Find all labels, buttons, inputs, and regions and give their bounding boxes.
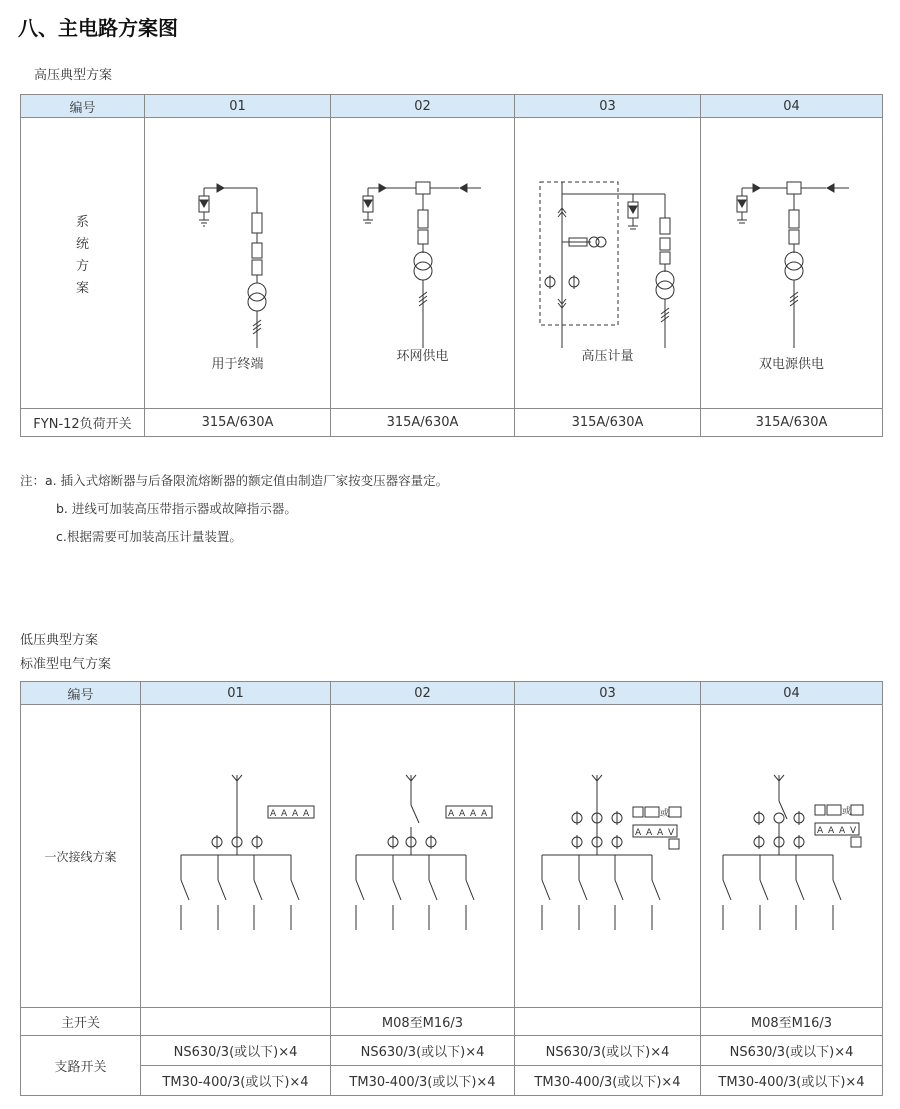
hv-switch-label: FYN-12负荷开关 bbox=[21, 409, 145, 437]
meter-a: A bbox=[281, 809, 288, 819]
lv-branch2-03: TM30-400/3(或以下)×4 bbox=[515, 1066, 701, 1096]
meter-a: A bbox=[448, 809, 455, 819]
meter-or: 或 bbox=[660, 809, 670, 819]
lv-branch1-02: NS630/3(或以下)×4 bbox=[331, 1036, 515, 1066]
lv-branch1-03: NS630/3(或以下)×4 bbox=[515, 1036, 701, 1066]
meter-a: A bbox=[839, 826, 846, 836]
hv-caption-02: 环网供电 bbox=[396, 349, 449, 364]
meter-a: A bbox=[303, 809, 310, 819]
lv-branch-switch-label: 支路开关 bbox=[21, 1036, 141, 1096]
meter-a: A bbox=[292, 809, 299, 819]
lv-diagram-01-svg bbox=[141, 705, 331, 1007]
lv-diagram-02 bbox=[331, 705, 515, 1008]
note-b: b. 进线可加装高压带指示器或故障指示器。 bbox=[56, 501, 297, 516]
hv-rating-02: 315A/630A bbox=[331, 409, 515, 437]
hv-num-02: 02 bbox=[331, 95, 515, 118]
meter-or: 或 bbox=[842, 807, 852, 817]
lv-main-switch-label: 主开关 bbox=[21, 1008, 141, 1036]
hv-diagram-04 bbox=[701, 118, 883, 409]
lv-diagram-04-svg bbox=[701, 705, 883, 1007]
lv-main-03 bbox=[515, 1008, 701, 1036]
meter-a: A bbox=[657, 828, 664, 838]
lv-diagram-04 bbox=[701, 705, 883, 1008]
meter-a: A bbox=[459, 809, 466, 819]
lv-num-01: 01 bbox=[141, 682, 331, 705]
lv-branch2-04: TM30-400/3(或以下)×4 bbox=[701, 1066, 883, 1096]
hv-rating-03: 315A/630A bbox=[515, 409, 701, 437]
hv-section-title: 高压典型方案 bbox=[34, 68, 113, 83]
meter-a: A bbox=[828, 826, 835, 836]
hv-num-03: 03 bbox=[515, 95, 701, 118]
lv-branch1-04: NS630/3(或以下)×4 bbox=[701, 1036, 883, 1066]
lv-branch2-01: TM30-400/3(或以下)×4 bbox=[141, 1066, 331, 1096]
hv-header-label: 编号 bbox=[21, 95, 145, 118]
hv-num-01: 01 bbox=[145, 95, 331, 118]
meter-v: V bbox=[850, 826, 857, 836]
meter-a: A bbox=[481, 809, 488, 819]
hv-table bbox=[20, 94, 883, 437]
hv-diagram-01 bbox=[145, 118, 331, 409]
meter-a: A bbox=[270, 809, 277, 819]
note-a: 注：a. 插入式熔断器与后备限流熔断器的额定值由制造厂家按变压器容量定。 bbox=[20, 473, 449, 488]
lv-subsection-title: 标准型电气方案 bbox=[20, 657, 112, 672]
hv-diagram-03 bbox=[515, 118, 701, 409]
lv-table bbox=[20, 681, 883, 1096]
hv-row-label-char: 方 bbox=[75, 259, 89, 274]
meter-a: A bbox=[470, 809, 477, 819]
page-title: 八、主电路方案图 bbox=[18, 16, 178, 40]
hv-diagram-02 bbox=[331, 118, 515, 409]
hv-caption-03: 高压计量 bbox=[581, 349, 634, 364]
lv-header-label: 编号 bbox=[21, 682, 141, 705]
lv-num-03: 03 bbox=[515, 682, 701, 705]
hv-row-label-char: 系 bbox=[75, 215, 89, 230]
lv-diagram-02-svg bbox=[331, 705, 515, 1007]
hv-diagram-03-svg bbox=[515, 118, 701, 408]
lv-section-title: 低压典型方案 bbox=[20, 633, 99, 648]
lv-diagram-03 bbox=[515, 705, 701, 1008]
lv-branch2-02: TM30-400/3(或以下)×4 bbox=[331, 1066, 515, 1096]
meter-a: A bbox=[635, 828, 642, 838]
meter-a: A bbox=[817, 826, 824, 836]
lv-num-04: 04 bbox=[701, 682, 883, 705]
hv-num-04: 04 bbox=[701, 95, 883, 118]
lv-diagram-label: 一次接线方案 bbox=[21, 705, 141, 1008]
lv-branch1-01: NS630/3(或以下)×4 bbox=[141, 1036, 331, 1066]
hv-rating-01: 315A/630A bbox=[145, 409, 331, 437]
hv-caption-01: 用于终端 bbox=[211, 357, 264, 372]
lv-main-02: M08至M16/3 bbox=[331, 1008, 515, 1036]
note-c: c.根据需要可加装高压计量装置。 bbox=[56, 529, 242, 544]
hv-row-label-char: 统 bbox=[75, 237, 89, 252]
hv-row-label-char: 案 bbox=[75, 281, 89, 296]
lv-diagram-01 bbox=[141, 705, 331, 1008]
hv-diagram-02-svg bbox=[331, 118, 515, 408]
lv-num-02: 02 bbox=[331, 682, 515, 705]
hv-rating-04: 315A/630A bbox=[701, 409, 883, 437]
lv-main-04: M08至M16/3 bbox=[701, 1008, 883, 1036]
hv-caption-04: 双电源供电 bbox=[758, 357, 824, 372]
meter-a: A bbox=[646, 828, 653, 838]
lv-diagram-03-svg bbox=[515, 705, 701, 1007]
meter-v: V bbox=[668, 828, 675, 838]
hv-row-label bbox=[21, 118, 145, 409]
lv-main-01 bbox=[141, 1008, 331, 1036]
